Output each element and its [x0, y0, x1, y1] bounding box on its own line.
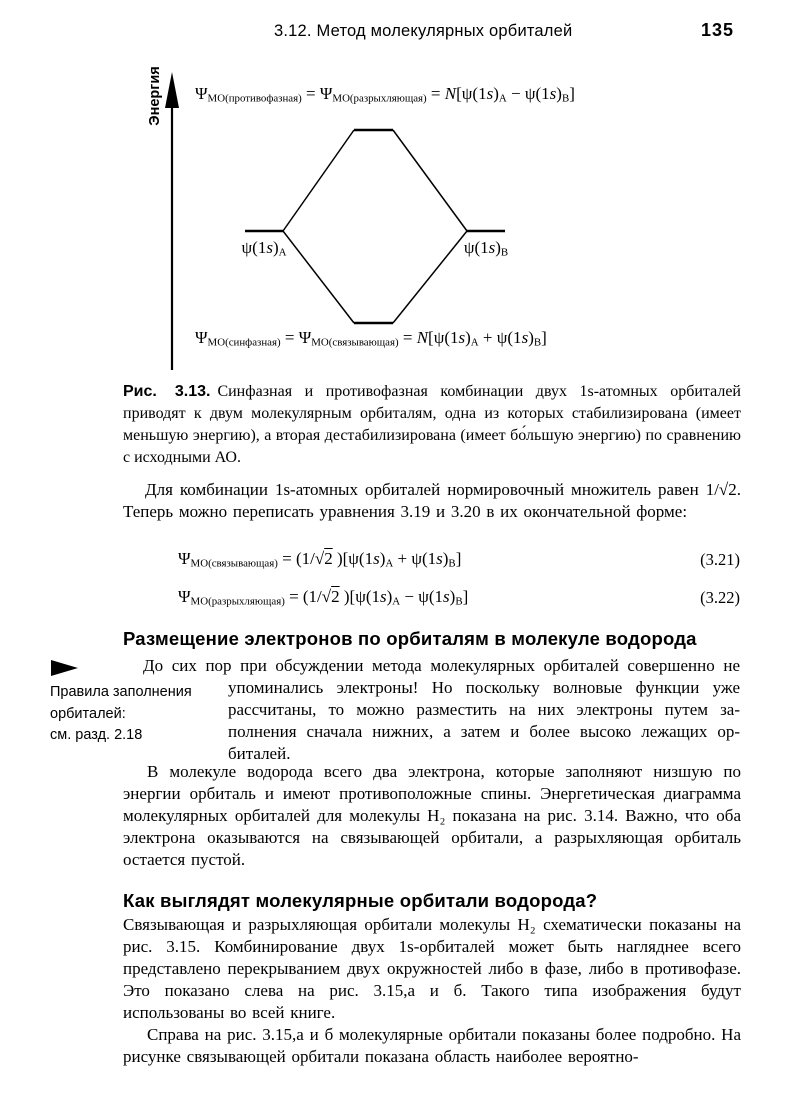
ao-label-a: $\psi(1s)_A$	[241, 238, 287, 259]
paragraph-electrons-intro: До сих пор при обсуждении метода молекулярных орбиталей совершенно не упоминались электроны! Но поскольку волновые функции уже рассчитаны, то можно разместить на них электроны путем заполнения сначала нижних, а затем и более высоко лежащих орбиталей.	[143, 656, 740, 763]
figure-caption-text: Синфазная и противофазная комбинации двух 1s-атомных орбиталей приводят к двум молекулярным орбиталям, одна из которых стабилизирована (имеет меньшую энергию), а вторая дестабилизирована (имеет бо́льшую энергию) по сравнению с исходными АО.	[123, 383, 741, 466]
paragraph-normalization-factor: Для комбинации 1s-атомных орбиталей нормировочный множитель равен 1/√2. Теперь можно переписать уравнения 3.19 и 3.20 в их окончательной форме:	[123, 480, 741, 521]
section-heading-electron-placement: Размещение электронов по орбиталям в молекуле водорода	[123, 628, 697, 649]
axis-arrow-icon	[165, 72, 179, 108]
figure-caption-label: Рис. 3.13.	[123, 383, 211, 400]
margin-note-arrow-icon	[51, 660, 78, 676]
section-heading-mo-appearance: Как выглядят молекулярные орбитали водорода?	[123, 890, 598, 911]
paragraph-hydrogen-electrons: В молекуле водорода всего два электрона, которые заполняют низшую по энергии орбиталь и имеют противоположные спины. Энергетическая диаграмма молекулярных орбиталей для молекулы Н₂ показана на рис. 3.14. Важно, что оба электрона оказываются на связывающей орбитали, а разрыхляющая орбиталь остается пустой.	[123, 762, 741, 869]
equation-number-3-22: (3.22)	[700, 588, 740, 607]
bonding-mo-equation: $\Psi_{МО(синфазная)} = \Psi_{МО(связывающая)} = N[\psi(1s)_A + \psi(1s)_B]$	[195, 328, 547, 349]
margin-note-line: см. разд. 2.18	[50, 727, 143, 743]
energy-axis-label: Энергия	[147, 66, 163, 126]
antibonding-mo-equation: $\Psi_{МО(противофазная)} = \Psi_{МО(разрыхляющая)} = N[\psi(1s)_A - \psi(1s)_B]$	[195, 84, 575, 105]
running-head-title: 3.12. Метод молекулярных орбиталей	[274, 22, 573, 40]
margin-note-line: Правила заполнения	[50, 684, 192, 700]
page-number: 135	[701, 20, 735, 40]
mo-energy-diagram	[140, 58, 620, 380]
margin-note-line: орбиталей:	[50, 705, 126, 722]
paragraph-orbitals-overlap: Связывающая и разрыхляющая орбитали молекулы Н₂ схематически показаны на рис. 3.15. Комбинирование двух 1s-орбиталей может быть нагляднее всего представлено перекрыванием двух окружностей либо в фазе, либо в противофазе. Это показано слева на рис. 3.15,а и б. Такого типа изображения будут использованы во всей книге.	[123, 915, 741, 1022]
margin-note	[50, 682, 228, 747]
equation-3-22-row	[178, 587, 740, 607]
equation-3-22: $\Psi_{МО(разрыхляющая)} = (1/√2$ )$[\psi(1s)_A - \psi(1s)_B]$	[178, 587, 469, 608]
equation-number-3-21: (3.21)	[700, 550, 740, 569]
equation-3-21: $\Psi_{МО(связывающая)} = (1/√2$ )$[\psi(1s)_A + \psi(1s)_B]$	[178, 549, 462, 570]
figure-caption	[123, 381, 741, 469]
ao-label-b: $\psi(1s)_B$	[463, 238, 509, 259]
equation-3-21-row	[178, 549, 740, 569]
paragraph-orbitals-detail: Справа на рис. 3.15,а и б молекулярные орбитали показаны более подробно. На рисунке связывающей орбитали показана область наиболее вероятно-	[123, 1025, 741, 1066]
